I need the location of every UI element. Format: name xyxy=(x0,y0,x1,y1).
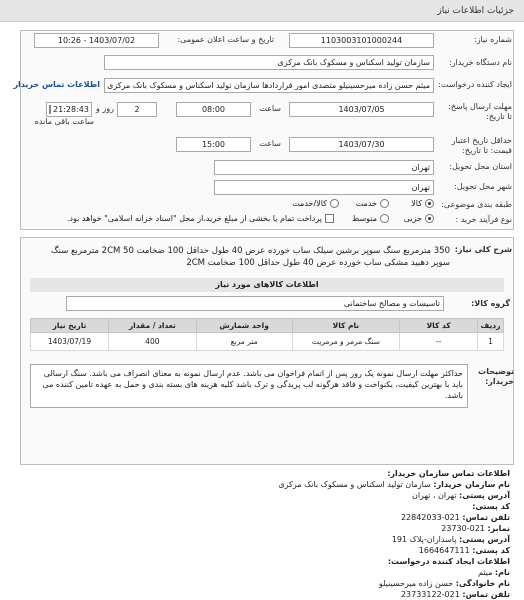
col-qty: تعداد / مقدار xyxy=(108,319,196,333)
creator-label: ایجاد کننده درخواست: xyxy=(438,80,512,89)
notes-label: توضیحات خریدار: xyxy=(478,367,514,386)
remaining-label: ساعت باقی مانده xyxy=(34,117,94,126)
summary-text: 350 مترمربع سنگ سوپر برشین سیلک ساب خورده عرض 40 طول حداقل 100 ضخامت 2CM 50 مترمربع سنگ سوپر دهبید مشکی ساب خورده عرض 40 طول حداقل 100 ضخامت 2CM xyxy=(51,246,450,268)
table-header-row xyxy=(31,319,504,333)
buyer-label: نام دستگاه خریدار: xyxy=(449,58,512,67)
contact-line xyxy=(14,523,510,534)
contact-line xyxy=(14,479,510,490)
col-date: تاریخ نیاز xyxy=(31,319,109,333)
buyer-notes: حداکثر مهلت ارسال نمونه یک روز پس از اتمام فراخوان می باشد. عدم ارسال نمونه به معنای انصراف می باشد. سنگ ارسالی باید با بهترین کیفیت، یکنواخت و فاقد هرگونه لب پریدگی و ترک باشد کلیه هزینه های بسته بندی و حمل به عهده تامین کننده می باشد. xyxy=(30,364,468,408)
page-title: جزئیات اطلاعات نیاز xyxy=(437,5,514,16)
contact-label: کد پستی: xyxy=(472,502,510,511)
contact-label: نمابر: xyxy=(487,524,510,533)
process-label: نوع فرآیند خرید : xyxy=(455,215,512,224)
group-label: گروه کالا: xyxy=(471,299,510,308)
col-code: کد کالا xyxy=(400,319,478,333)
process-partial-option[interactable] xyxy=(404,214,434,223)
day-label: روز و xyxy=(96,104,114,113)
announce-label: تاریخ و ساعت اعلان عمومی: xyxy=(177,35,274,44)
price-time-field: 15:00 xyxy=(176,137,251,152)
remaining-time-value: 21:28:43 xyxy=(53,105,89,114)
radio-icon[interactable] xyxy=(425,214,434,223)
process-partial-label: جزیی xyxy=(403,214,422,223)
city-label: شهر محل تحویل: xyxy=(454,182,512,191)
buyer-field: سازمان تولید اسکناس و مسکوک بانک مرکزی xyxy=(104,55,434,70)
contact-title: اطلاعات تماس سازمان خریدار: xyxy=(387,469,510,478)
creator-line xyxy=(14,578,510,589)
buyer-contact-link[interactable]: اطلاعات تماس خریدار xyxy=(13,80,100,89)
category-both-label: کالا/خدمت xyxy=(292,199,327,208)
contact-line xyxy=(14,490,510,501)
radio-icon[interactable] xyxy=(380,199,389,208)
creator-value: میثم xyxy=(477,568,493,577)
contact-value: تهران ، تهران xyxy=(411,491,457,500)
contact-value: پاسداران-پلاک 191 xyxy=(391,535,457,544)
price-date-field: 1403/07/30 xyxy=(289,137,434,152)
price-validity-label: حداقل تاریخ اعتبار قیمت: تا تاریخ: xyxy=(451,136,512,155)
contact-label: کد پستی: xyxy=(472,546,510,555)
creator-value: حسن زاده میرحسینیلو xyxy=(378,579,454,588)
deadline-date-field: 1403/07/05 xyxy=(289,102,434,117)
contact-value: 021-23730 xyxy=(441,524,485,533)
group-field: تاسیسات و مصالح ساختمانی xyxy=(66,296,444,311)
cell-name: سنگ مرمر و مرمریت xyxy=(292,333,400,351)
treasury-option[interactable] xyxy=(67,214,334,223)
contact-line xyxy=(14,512,510,523)
contact-line xyxy=(14,534,510,545)
category-goods-option[interactable] xyxy=(411,199,434,208)
contact-value: 1664647111 xyxy=(418,546,470,555)
contact-label: آدرس پستی: xyxy=(459,535,510,544)
category-goods-label: کالا xyxy=(411,199,422,208)
process-medium-option[interactable] xyxy=(352,214,389,223)
announce-field: 1403/07/02 - 10:26 xyxy=(34,33,159,48)
need-detail-panel xyxy=(20,237,514,465)
checkbox-icon[interactable] xyxy=(325,214,334,223)
contact-label: آدرس پستی: xyxy=(459,491,510,500)
remaining-time-field xyxy=(46,102,92,117)
page-header xyxy=(0,0,524,22)
radio-icon[interactable] xyxy=(330,199,339,208)
creator-field: میثم حسن زاده میرحسینیلو متصدی امور قراردادها سازمان تولید اسکناس و مسکوک بانک مرکزی xyxy=(104,78,434,93)
cell-code: -- xyxy=(400,333,478,351)
deadline-time-label: ساعت xyxy=(259,104,281,113)
price-time-label: ساعت xyxy=(259,139,281,148)
province-field: تهران xyxy=(214,160,434,175)
category-label: طبقه بندی موضوعی: xyxy=(441,200,512,209)
need-number-field: 1103003101000244 xyxy=(289,33,434,48)
creator-contact-title: اطلاعات ایجاد کننده درخواست: xyxy=(387,557,510,566)
items-section-title: اطلاعات کالاهای مورد نیاز xyxy=(30,278,504,292)
deadline-label: مهلت ارسال پاسخ: تا تاریخ: xyxy=(448,102,512,121)
deadline-time-field: 08:00 xyxy=(176,102,251,117)
creator-value: 021-23733122 xyxy=(400,590,460,599)
col-unit: واحد شمارش xyxy=(196,319,292,333)
creator-label: نام خانوادگی: xyxy=(455,579,510,588)
summary-label: شرح کلی نیاز: xyxy=(454,245,512,254)
contact-label: نام سازمان خریدار: xyxy=(433,480,510,489)
contact-line xyxy=(14,501,510,512)
contact-label: تلفن تماس: xyxy=(462,513,510,522)
creator-line xyxy=(14,589,510,600)
category-both-option[interactable] xyxy=(292,199,339,208)
creator-label: نام: xyxy=(494,568,510,577)
radio-icon[interactable] xyxy=(425,199,434,208)
contact-value: 021-22842033 xyxy=(400,513,460,522)
table-row xyxy=(31,333,504,351)
category-service-option[interactable] xyxy=(356,199,389,208)
col-row: ردیف xyxy=(478,319,504,333)
creator-label: تلفن تماس: xyxy=(462,590,510,599)
treasury-note: پرداخت تمام یا بخشی از مبلغ خرید،از محل "اسناد خزانه اسلامی" خواهد بود. xyxy=(66,214,322,223)
items-table xyxy=(30,318,504,351)
province-label: استان محل تحویل: xyxy=(449,162,512,171)
city-field: تهران xyxy=(214,180,434,195)
cell-date: 1403/07/19 xyxy=(31,333,109,351)
contact-value: سازمان تولید اسکناس و مسکوک بانک مرکزی xyxy=(278,480,431,489)
contact-line xyxy=(14,545,510,556)
cell-row: 1 xyxy=(478,333,504,351)
day-count-field: 2 xyxy=(117,102,157,117)
cell-unit: متر مربع xyxy=(196,333,292,351)
creator-line xyxy=(14,567,510,578)
radio-icon[interactable] xyxy=(380,214,389,223)
category-service-label: خدمت xyxy=(355,199,377,208)
col-name: نام کالا xyxy=(292,319,400,333)
contact-section xyxy=(14,468,510,600)
clock-icon xyxy=(49,105,51,114)
cell-qty: 400 xyxy=(108,333,196,351)
need-number-label: شماره نیاز: xyxy=(474,35,512,44)
process-medium-label: متوسط xyxy=(351,214,377,223)
